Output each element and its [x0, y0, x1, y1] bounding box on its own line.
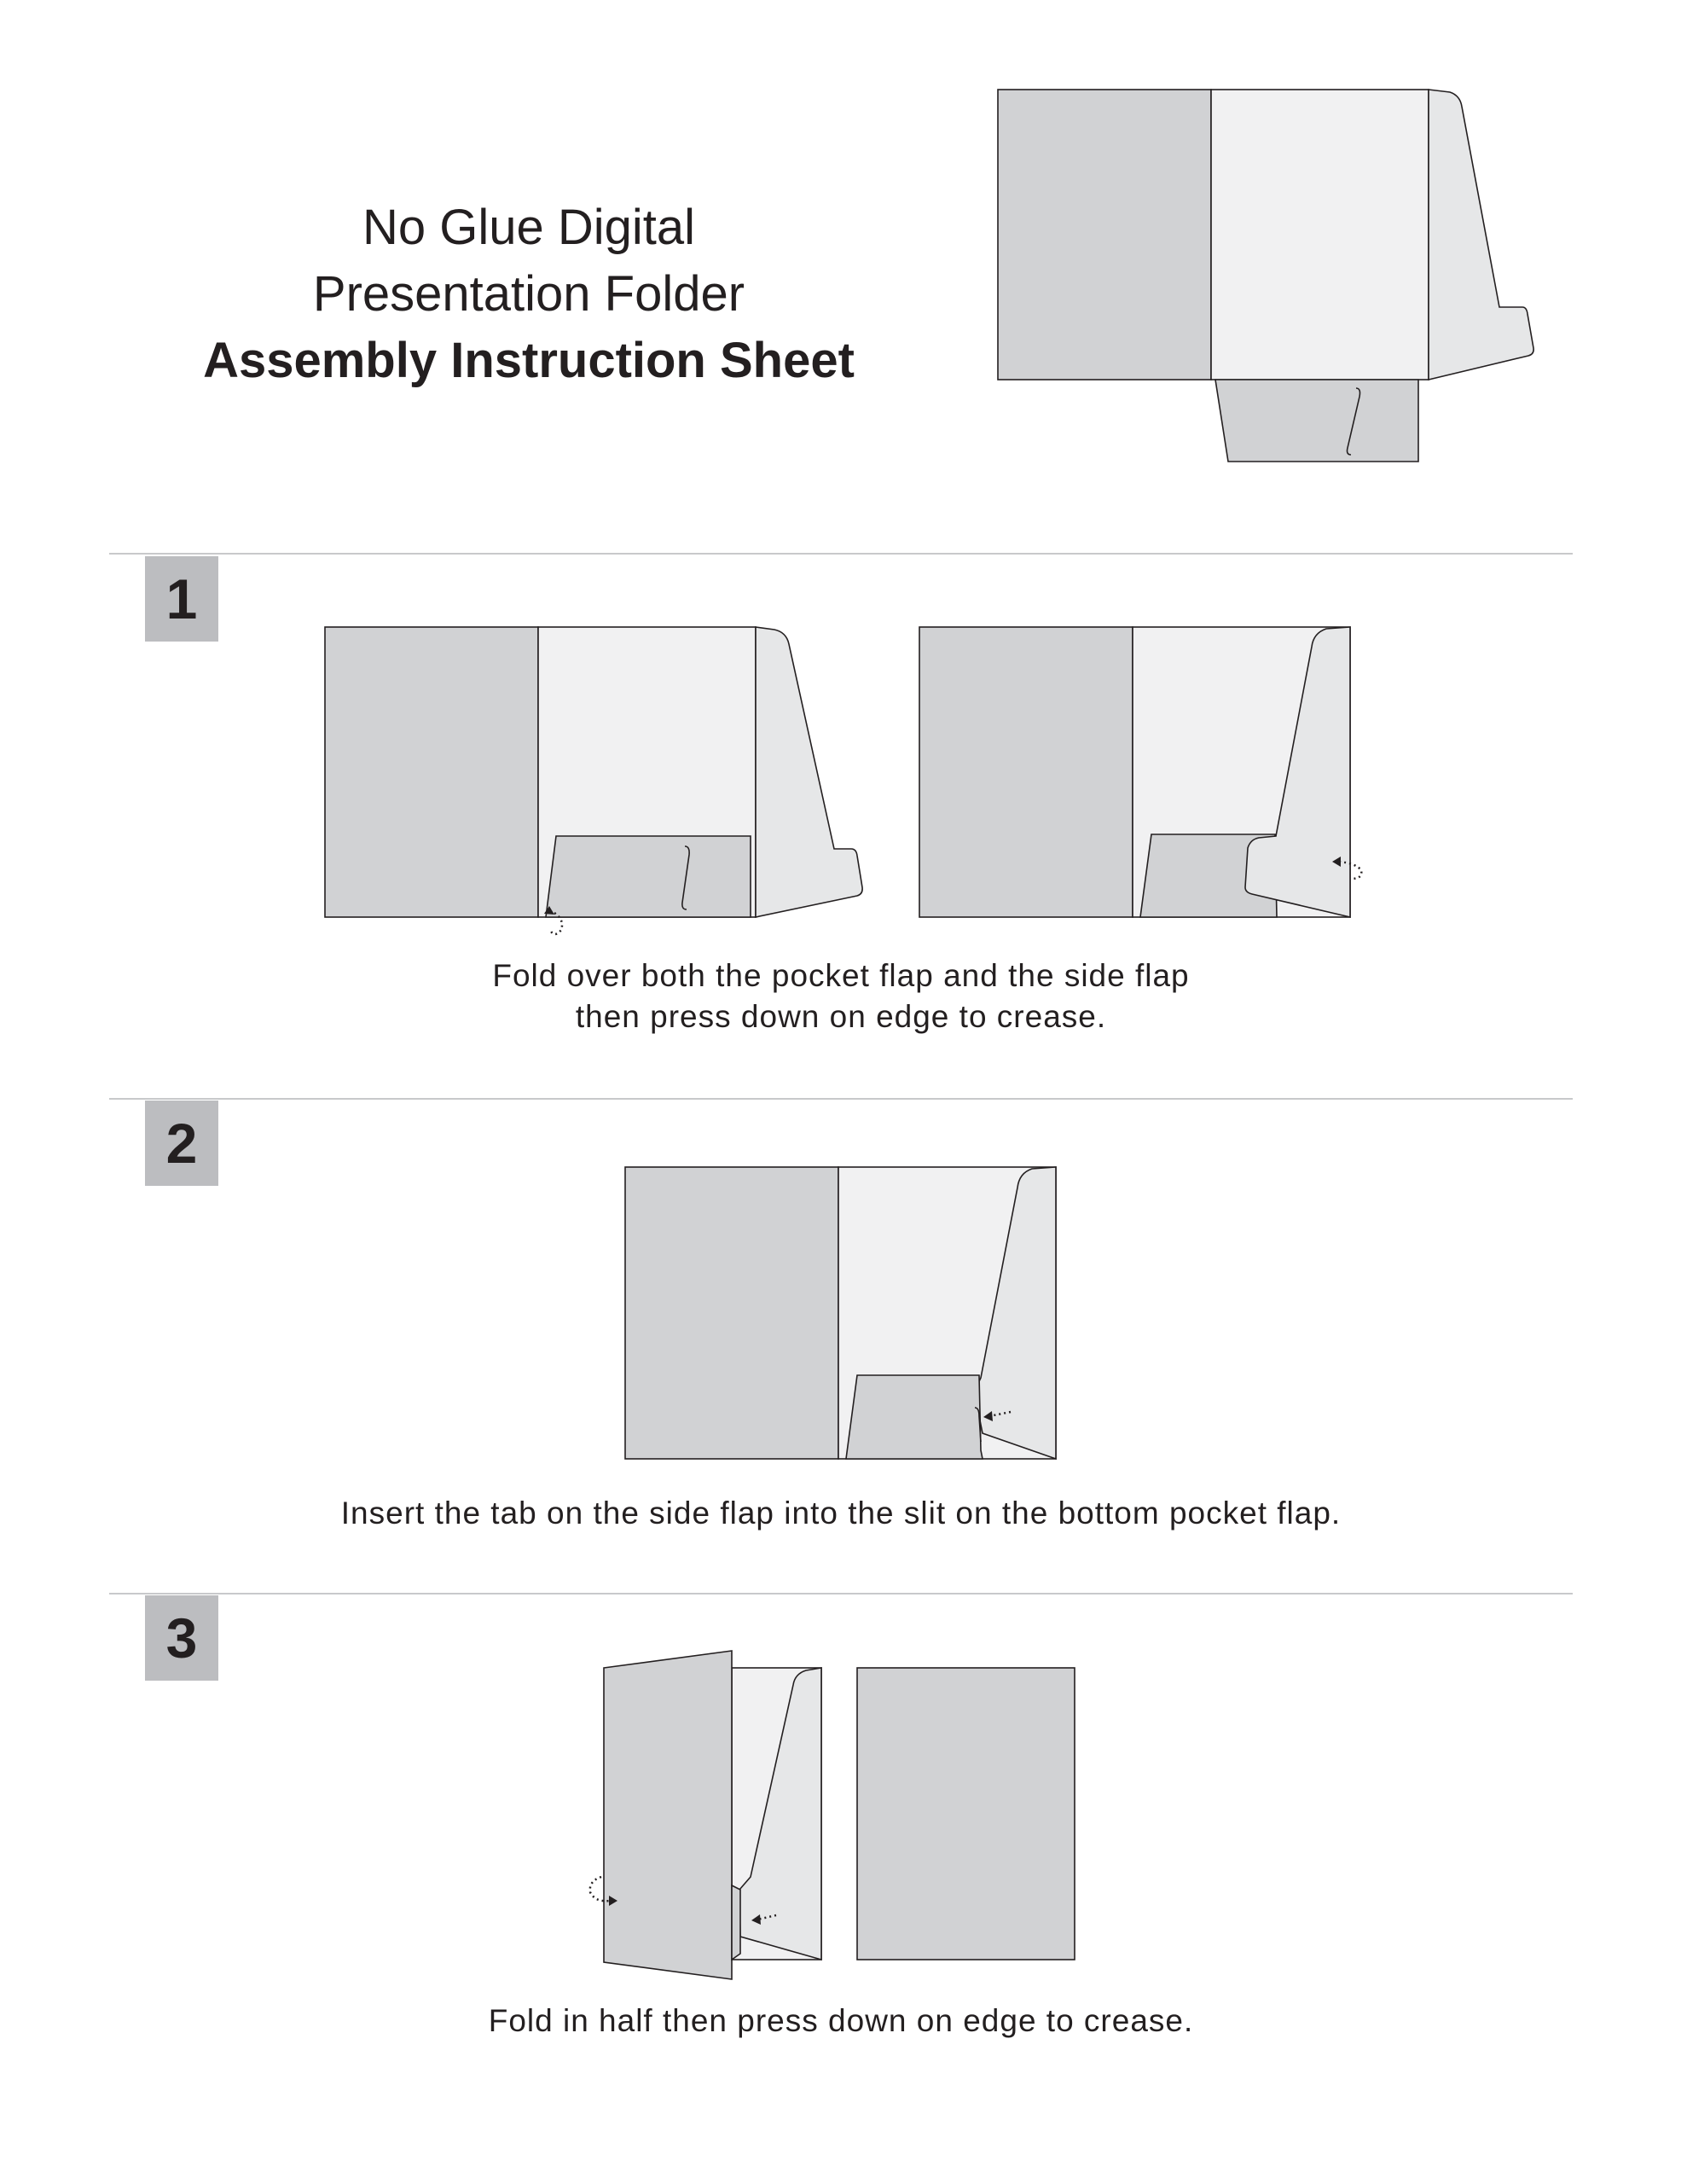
- pocket-flap-edge: [732, 1885, 740, 1960]
- section-divider-2: [109, 1098, 1573, 1100]
- unfolded-folder-diagram: [998, 90, 1533, 462]
- side-flap: [756, 627, 862, 917]
- title-line-2: Presentation Folder: [312, 266, 745, 322]
- section-divider-1: [109, 553, 1573, 555]
- inside-panel: [1211, 90, 1429, 380]
- step1-diagram-a: [325, 627, 862, 934]
- front-cover-panel: [998, 90, 1211, 380]
- front-cover-panel: [325, 627, 538, 917]
- bottom-pocket-flap: [1215, 380, 1418, 462]
- step1-caption-line2: then press down on edge to crease.: [575, 999, 1107, 1034]
- front-cover-panel: [625, 1167, 838, 1459]
- step2-caption: [109, 1493, 1573, 1534]
- pocket-flap-folded: [546, 836, 751, 917]
- side-flap: [1429, 90, 1533, 380]
- front-cover-folding: [604, 1651, 732, 1979]
- step1-caption-line1: Fold over both the pocket flap and the side flap: [492, 958, 1190, 993]
- front-cover-panel: [919, 627, 1133, 917]
- step-number-badge: 2: [145, 1101, 218, 1186]
- step1-diagram-b: [919, 627, 1361, 917]
- step1-caption: [109, 956, 1573, 1037]
- title-line-1: No Glue Digital: [362, 200, 696, 255]
- step3-diagram-folding: [590, 1651, 821, 1979]
- step3-diagram-closed-folder: [857, 1668, 1075, 1960]
- step-number-badge: 3: [145, 1595, 218, 1681]
- step3-caption: [109, 2001, 1573, 2042]
- step2-diagram: [625, 1167, 1056, 1459]
- pocket-flap-folded: [846, 1375, 983, 1459]
- title-line-3: Assembly Instruction Sheet: [203, 333, 855, 388]
- step2-caption-line1: Insert the tab on the side flap into the slit on the bottom pocket flap.: [340, 1496, 1342, 1531]
- step-number-badge: 1: [145, 556, 218, 642]
- step3-caption-line1: Fold in half then press down on edge to crease.: [488, 2003, 1194, 2038]
- section-divider-3: [109, 1593, 1573, 1594]
